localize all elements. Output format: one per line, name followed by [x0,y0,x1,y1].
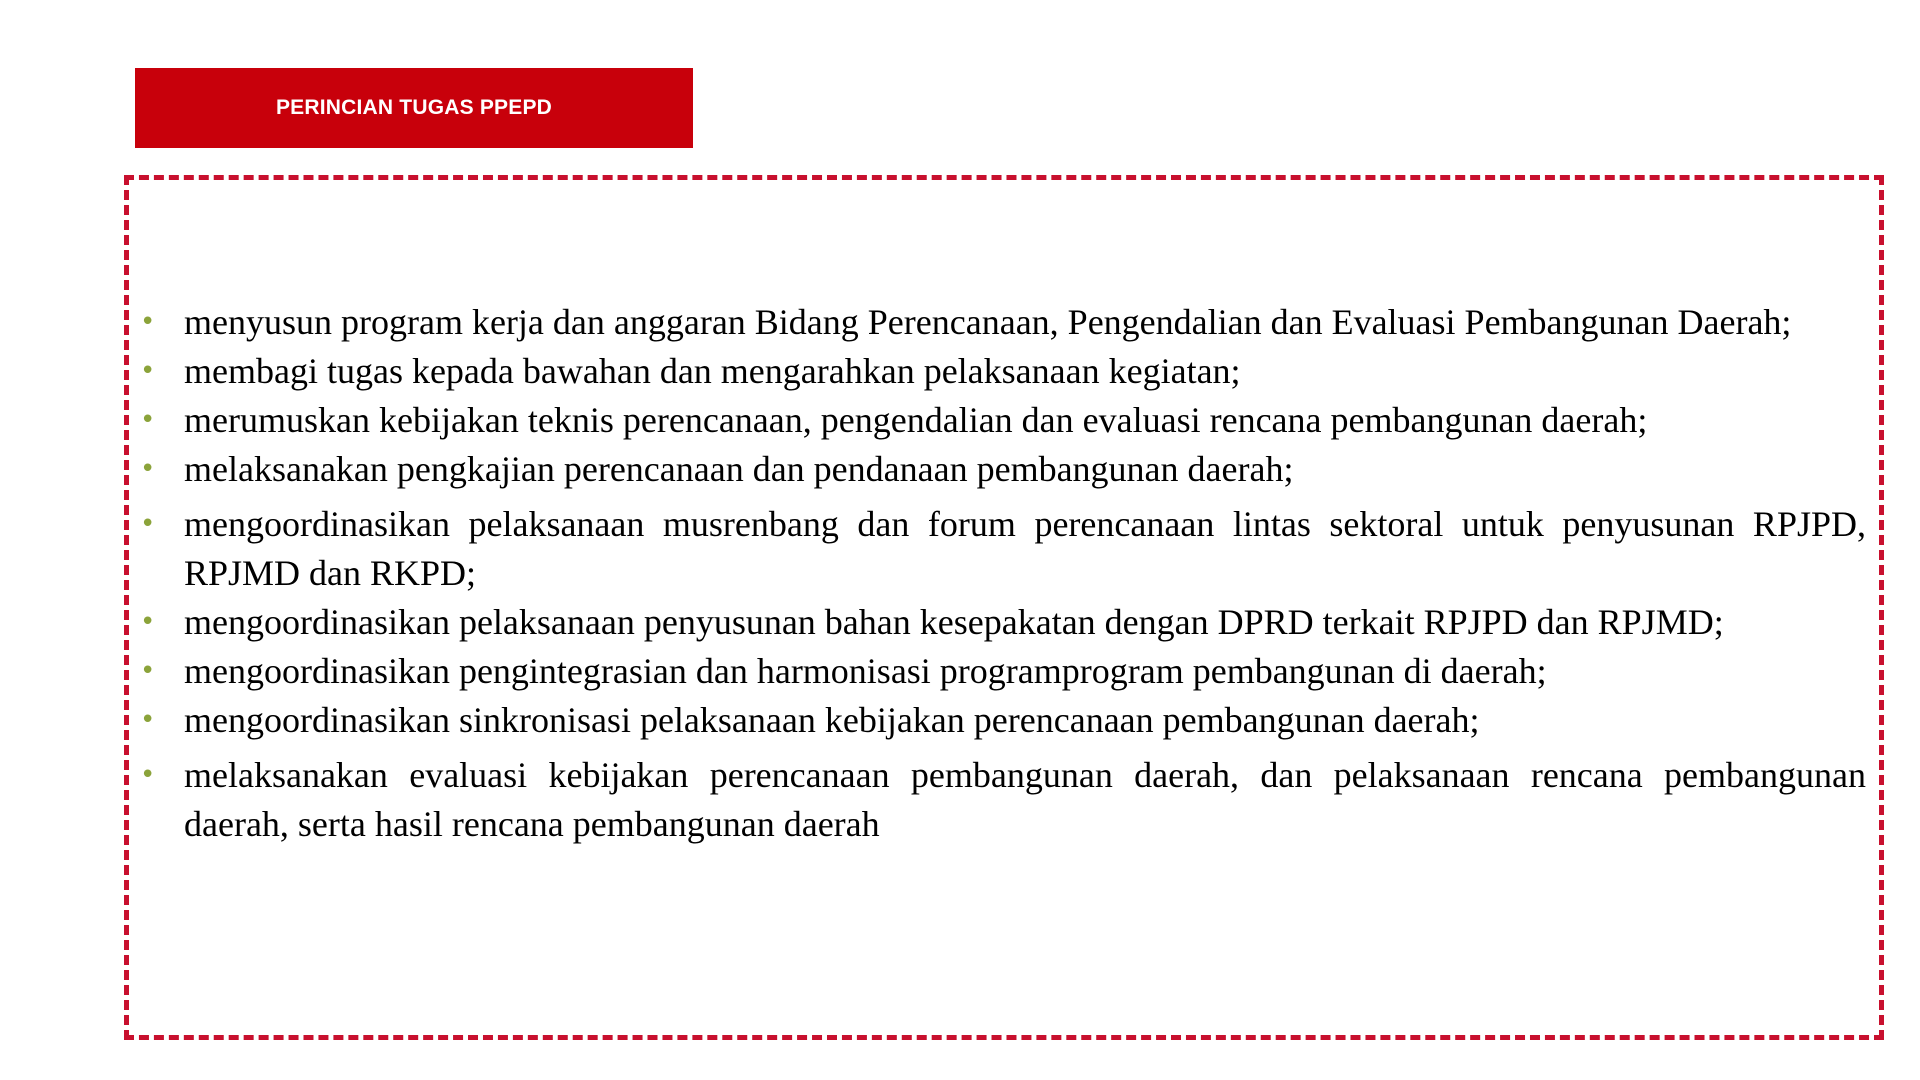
list-item-text: mengoordinasikan sinkronisasi pelaksanaan kebijakan perencanaan pembangunan daerah; [184,700,1480,740]
list-item [138,500,1866,598]
list-item [138,647,1866,696]
bullet-dot-icon: • [140,760,156,790]
task-list [138,298,1866,849]
bullet-dot-icon: • [140,356,156,386]
list-item-text: melaksanakan pengkajian perencanaan dan pendanaan pembangunan daerah; [184,449,1294,489]
list-item-text: menyusun program kerja dan anggaran Bidang Perencanaan, Pengendalian dan Evaluasi Pembangunan Daerah; [184,302,1792,342]
list-item [138,298,1866,347]
bullet-dot-icon: • [140,656,156,686]
list-item [138,751,1866,849]
list-item-text: melaksanakan evaluasi kebijakan perencanaan pembangunan daerah, dan pelaksanaan rencana pembangunan daerah, serta hasil rencana pembangunan daerah [184,755,1866,844]
bullet-dot-icon: • [140,307,156,337]
list-item [138,696,1866,745]
title-banner [135,68,693,148]
bullet-dot-icon: • [140,405,156,435]
list-item-text: mengoordinasikan pelaksanaan musrenbang dan forum perencanaan lintas sektoral untuk penyusunan RPJPD, RPJMD dan RKPD; [184,504,1866,593]
bullet-dot-icon: • [140,509,156,539]
list-item-text: mengoordinasikan pengintegrasian dan harmonisasi programprogram pembangunan di daerah; [184,651,1547,691]
bullet-dot-icon: • [140,454,156,484]
list-item-text: mengoordinasikan pelaksanaan penyusunan bahan kesepakatan dengan DPRD terkait RPJPD dan RPJMD; [184,602,1724,642]
bullet-dot-icon: • [140,705,156,735]
list-item-text: merumuskan kebijakan teknis perencanaan, pengendalian dan evaluasi rencana pembangunan daerah; [184,400,1648,440]
list-item [138,396,1866,445]
bullet-dot-icon: • [140,607,156,637]
list-item [138,445,1866,494]
list-item-text: membagi tugas kepada bawahan dan mengarahkan pelaksanaan kegiatan; [184,351,1241,391]
list-item [138,598,1866,647]
page-title: PERINCIAN TUGAS PPEPD [275,96,553,119]
list-item [138,347,1866,396]
